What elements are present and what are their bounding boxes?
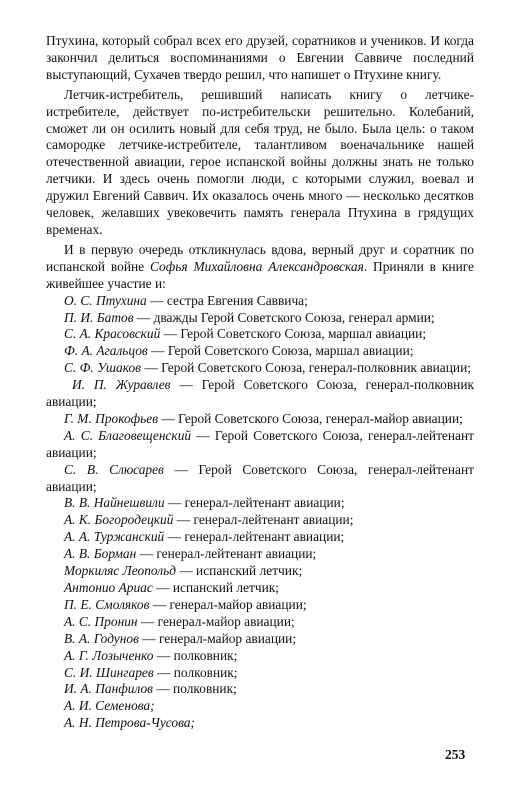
contributor-name: П. Е. Смоляков (64, 596, 150, 612)
list-item (46, 665, 474, 682)
contributor-name: А. С. Пронин (64, 613, 138, 629)
contributor-description: — генерал-лейтенант авиации; (136, 546, 317, 562)
contributor-description: — дважды Герой Советского Союза, генерал армии; (133, 309, 435, 325)
contributor-description: — Герой Советского Союза, генерал-лейтенант авиации; (46, 427, 474, 460)
contributor-description: — сестра Евгения Саввича; (146, 292, 308, 308)
contributor-name: В. В. Найнешвили (64, 495, 165, 511)
contributor-name: А. А. Туржанский (64, 529, 165, 545)
contributor-name: С. Ф. Ушаков (64, 360, 141, 376)
list-item (46, 698, 474, 715)
list-item (46, 462, 474, 496)
list-item (46, 681, 474, 698)
contributor-name: А. С. Благовещенский (64, 427, 192, 443)
contributor-name: Ф. А. Агальцов (64, 343, 148, 359)
contributor-description: — генерал-лейтенант авиации; (173, 512, 354, 528)
list-item (46, 563, 474, 580)
contributor-description: — Герой Советского Союза, маршал авиации; (160, 326, 427, 342)
contributor-description: — Герой Советского Союза, маршал авиации; (147, 343, 414, 359)
contributor-description: — генерал-майор авиации; (149, 596, 307, 612)
contributor-description: — генерал-лейтенант авиации; (164, 495, 345, 511)
paragraph-intro (46, 242, 474, 293)
contributor-description: — генерал-майор авиации; (138, 630, 297, 646)
contributor-name: А. Г. Лозыченко (64, 647, 154, 663)
list-item (46, 377, 474, 411)
contributor-name: И. П. Журавлев (72, 377, 171, 393)
contributor-name: С. В. Слюсарев (64, 461, 164, 477)
contributor-name: П. И. Батов (64, 309, 134, 325)
list-item (46, 614, 474, 631)
list-item (46, 546, 474, 563)
paragraph-writer: Летчик-истребитель, решивший написать книгу о летчике-истребителе, действует по-истребительски решительно. Колебаний, сможет ли он осилить новый для себя труд, не было. Была цель: о таком самородке летчике-истребителе, талантливом военачальнике нашей отечественной авиации, герое испанской войны должны знать не только летчики. И здесь очень помогли люди, с которыми служил, воевал и дружил Евгений Саввич. Их оказалось очень много — несколько десятков человек, желавших увековечить память генерала Птухина в грядущих временах. (46, 86, 474, 237)
contributor-description: — испанский летчик; (152, 580, 279, 595)
list-item (46, 411, 474, 428)
contributor-description: — полковник; (153, 664, 238, 680)
list-item (46, 428, 474, 462)
contributor-description: — Герой Советского Союза, генерал-майор авиации; (158, 410, 463, 426)
page-text (46, 33, 474, 732)
contributor-description: — генерал-майор авиации; (137, 613, 295, 629)
contributor-description: — Герой Советского Союза, генерал-полковник авиации; (141, 360, 471, 376)
contributor-name: В. А. Годунов (64, 630, 139, 646)
list-item (46, 580, 474, 597)
contributor-description: — генерал-лейтенант авиации; (164, 529, 345, 545)
contributor-description: — полковник; (152, 681, 237, 697)
contributor-name: А. К. Богородецкий (64, 512, 174, 528)
list-item (46, 495, 474, 512)
contributor-description: — Герой Советского Союза, генерал-лейтенант авиации; (46, 461, 474, 494)
contributor-name: С. А. Красовский (64, 326, 161, 342)
contributor-description: — испанский летчик; (175, 563, 303, 579)
contributor-name: А. В. Борман (64, 546, 137, 562)
contributor-description: — полковник; (153, 647, 238, 663)
list-item (46, 529, 474, 546)
contributor-name: С. И. Шингарев (64, 664, 154, 680)
list-item (46, 631, 474, 648)
list-item (46, 715, 474, 732)
list-item (46, 293, 474, 310)
contributor-name: Моркиляс Леопольд (64, 563, 176, 579)
contributor-name: О. С. Птухина (64, 292, 147, 308)
list-item (46, 597, 474, 614)
list-item (46, 648, 474, 665)
contributor-name: А. И. Семенова; (64, 698, 155, 714)
contributor-description: — Герой Советского Союза, генерал-полковник авиации; (46, 377, 475, 410)
list-item (46, 326, 474, 343)
list-item (46, 512, 474, 529)
contributor-name: И. А. Панфилов (64, 681, 153, 697)
intro-widow-name: Софья Михайловна Александровская (150, 258, 364, 274)
contributor-name: Антонио Ариас (64, 580, 153, 595)
contributor-name: А. Н. Петрова-Чусова; (64, 715, 195, 731)
list-item (46, 360, 474, 377)
list-item (46, 310, 474, 327)
page-number: 253 (445, 747, 466, 762)
intro-after: . Приняли в книге живейшее участие и: (46, 258, 474, 291)
paragraph-continuation: Птухина, который собрал всех его друзей, соратников и учеников. И когда закончил делиться воспоминаниями о Евгении Саввиче последний выступающий, Сухачев твердо решил, что напишет о Птухине книгу. (46, 33, 474, 82)
contributor-name: Г. М. Прокофьев (64, 410, 159, 426)
list-item (46, 343, 474, 360)
intro-before: И в первую очередь откликнулась вдова, верный друг и соратник по испанской войне (46, 241, 474, 274)
